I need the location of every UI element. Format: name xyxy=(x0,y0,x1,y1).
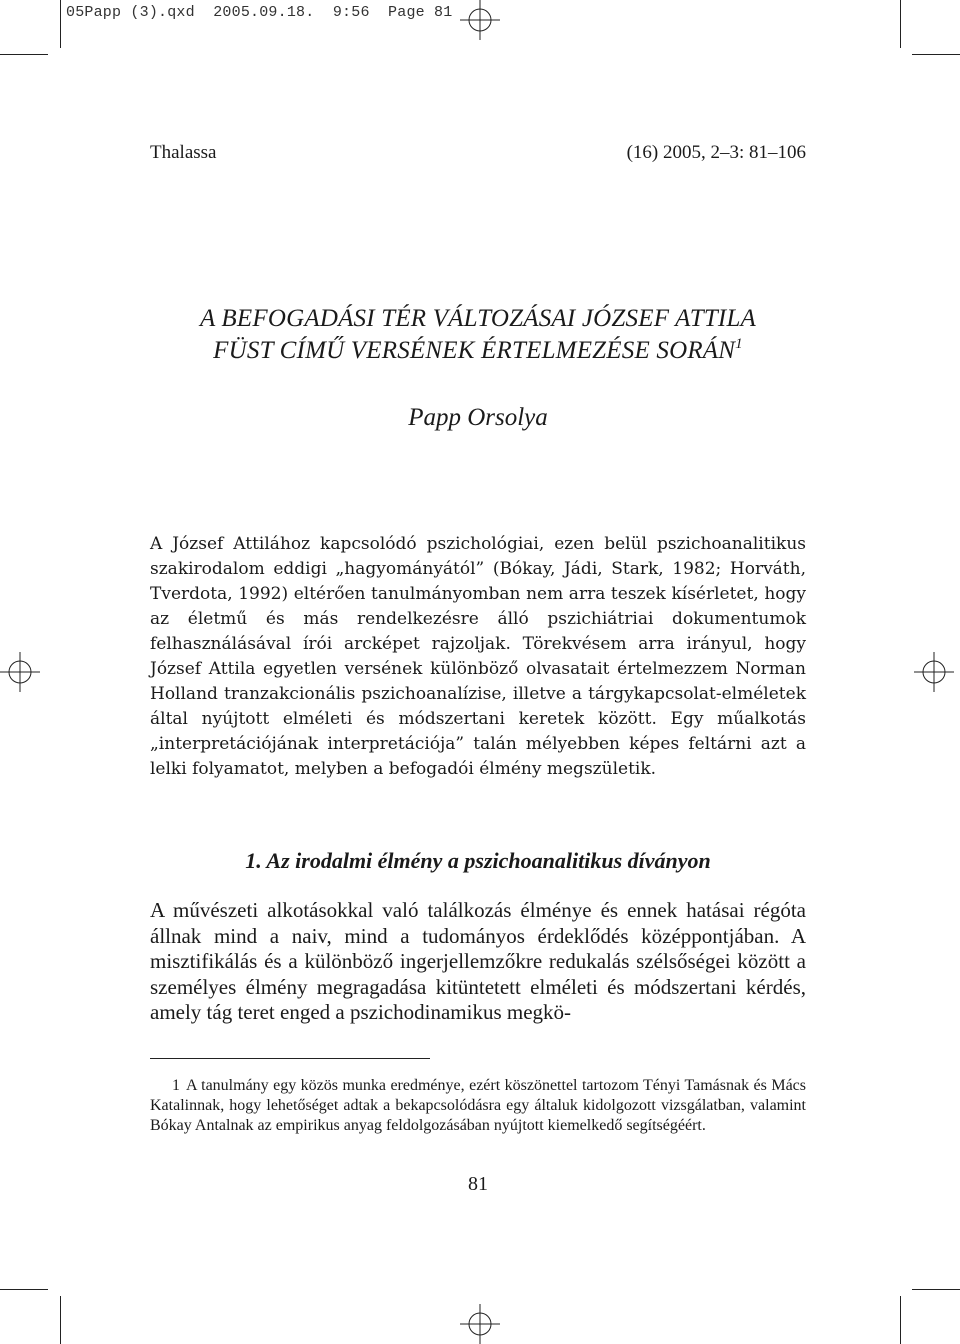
crop-mark-top-right-h xyxy=(912,54,960,55)
article-title-line-2 xyxy=(150,335,806,367)
footnote-text: A tanulmány egy közös munka eredménye, ezért köszönettel tartozom Tényi Tamásnak és Mács Katalinnak, hogy lehetőséget adtak a bekapcsolódásra egy általuk kidolgozott vizsgálatban, valamint Bókay Antalnak az empirikus anyag feldolgozásában nyújtott kiemelkedő segítségéért. xyxy=(150,1077,806,1134)
journal-citation: (16) 2005, 2–3: 81–106 xyxy=(626,142,806,163)
crop-mark-top-right-v xyxy=(900,0,901,48)
registration-mark-right xyxy=(914,652,954,692)
registration-mark-bottom xyxy=(460,1304,500,1344)
author-name: Papp Orsolya xyxy=(408,404,548,431)
crop-mark-top-left-v xyxy=(60,0,61,48)
article-title-line-2-text: FÜST CÍMŰ VERSÉNEK ÉRTELMEZÉSE SORÁN xyxy=(213,337,736,364)
footnote-rule xyxy=(150,1058,430,1059)
article-title xyxy=(150,303,806,367)
crop-mark-bottom-left-h xyxy=(0,1289,48,1290)
section-heading: 1. Az irodalmi élmény a pszichoanalitikus díványon xyxy=(245,848,711,873)
crop-mark-bottom-right-h xyxy=(912,1289,960,1290)
body-paragraph: A művészeti alkotásokkal való találkozás élménye és ennek hatásai régóta állnak mind a naiv, mind a tudományos érdeklődés középpontjában. A misztifikálás és a különböző ingerjellemzőkre redukalás szélsőségei között a személyes élmény megragadása kitüntetett elméleti és módszertani kérdés, amely tág teret enged a pszichodinamikus megkö- xyxy=(150,898,806,1024)
article-title-line-1: A BEFOGADÁSI TÉR VÁLTOZÁSAI JÓZSEF ATTILA xyxy=(199,305,757,332)
crop-mark-top-left-h xyxy=(0,54,48,55)
title-footnote-mark: 1 xyxy=(735,336,743,352)
page-number: 81 xyxy=(468,1173,488,1195)
journal-name: Thalassa xyxy=(150,142,217,163)
running-header xyxy=(150,142,806,164)
registration-mark-left xyxy=(0,652,40,692)
crop-mark-bottom-left-v xyxy=(60,1296,61,1344)
footnote-number: 1 xyxy=(172,1077,180,1094)
abstract: A József Attilához kapcsolódó pszichológiai, ezen belül pszichoanalitikus szakirodalom eddigi „hagyományától” (Bókay, Jádi, Stark, 1982; Horváth, Tverdota, 1992) eltérően tanulmányomban nem arra teszek kísérletet, hogy az életmű és más rendelkezésre álló pszichiátriai dokumentumok felhasználásával írói arcképet rajzoljak. Törekvésem arra irányul, hogy József Attila egyetlen versének különböző olvasatait értelmezzem Norman Holland tranzakcionális pszichoanalízise, illetve a tárgykapcsolat-elméletek által nyújtott elméleti és módszertani keretek között. Egy műalkotás „interpretációjának interpretációja” talán mélyebben képes feltárni azt a lelki folyamatot, melyben a befogadói élmény megszületik. xyxy=(150,534,806,779)
crop-mark-bottom-right-v xyxy=(900,1296,901,1344)
print-slug: 05Papp (3).qxd 2005.09.18. 9:56 Page 81 xyxy=(66,4,453,21)
registration-mark-top xyxy=(460,0,500,40)
footnote xyxy=(150,1076,806,1136)
